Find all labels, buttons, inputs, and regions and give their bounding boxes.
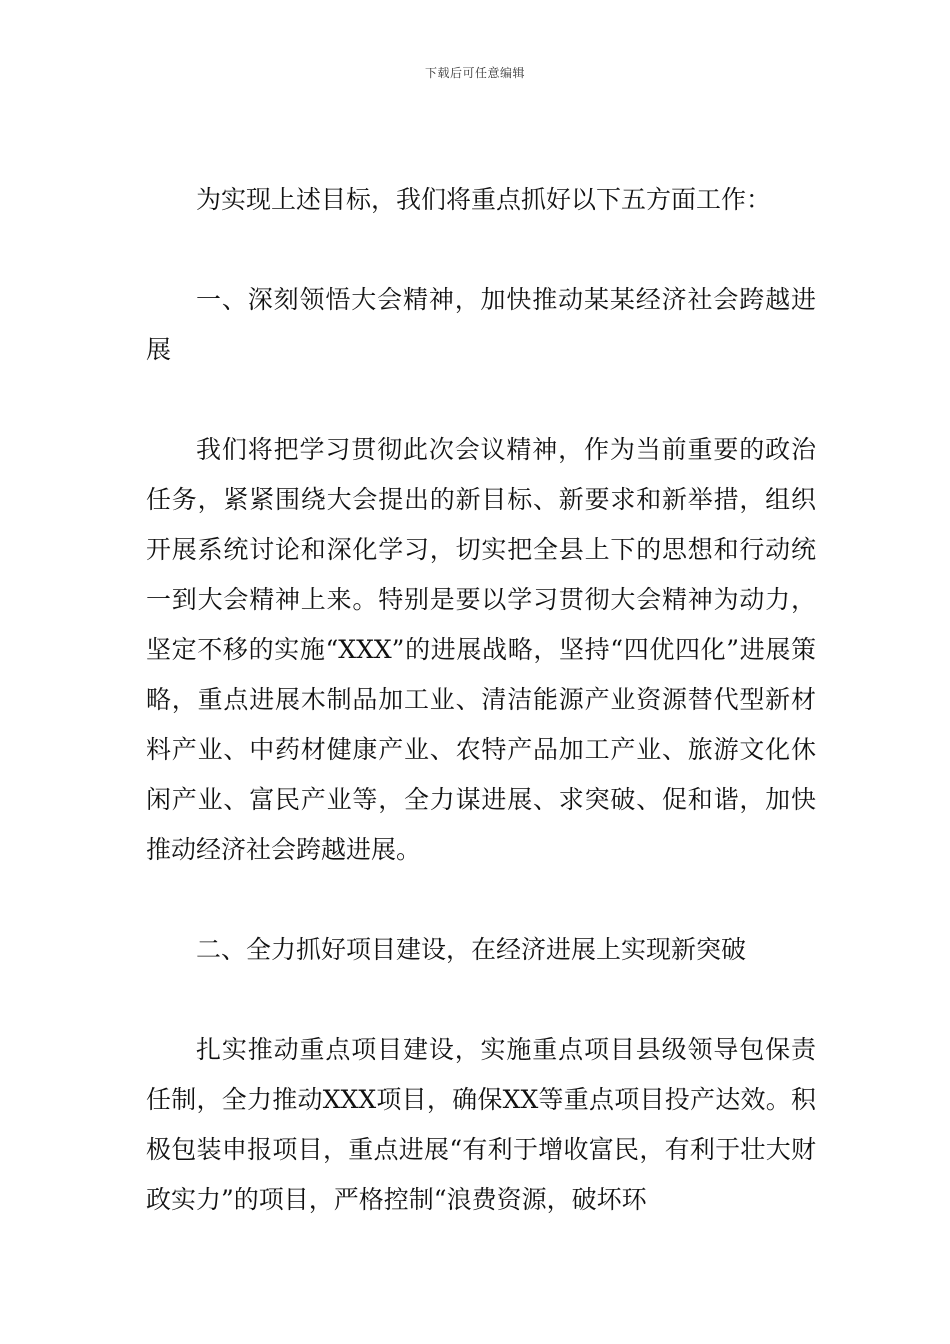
section-body-1: 我们将把学习贯彻此次会议精神，作为当前重要的政治任务，紧紧围绕大会提出的新目标、新要求和新举措，组织开展系统讨论和深化学习，切实把全县上下的思想和行动统一到大会精神上来。特别是要以学习贯彻大会精神为动力，坚定不移的实施“XXX”的进展战略，坚持“四优四化”进展策略，重点进展木制品加工业、清洁能源产业资源替代型新材料产业、中药材健康产业、农特产品加工产业、旅游文化休闲产业、富民产业等，全力谋进展、求突破、促和谐，加快推动经济社会跨越进展。 [146,435,816,864]
intro-paragraph: 为实现上述目标，我们将重点抓好以下五方面工作： [196,185,772,214]
paragraph-gap [146,975,816,1025]
section-body-2: 扎实推动重点项目建设，实施重点项目县级领导包保责任制，全力推动XXX项目，确保XX等重点项目投产达效。积极包装申报项目，重点进展“有利于增收富民，有利于壮大财政实力”的项目，严格控制“浪费资源，破坏环 [146,1035,816,1214]
document-body [146,175,816,1225]
paragraph-gap [146,375,816,425]
section-heading-2: 二、全力抓好项目建设，在经济进展上实现新突破 [196,935,747,964]
paragraph-gap [146,875,816,925]
paragraph-gap [146,225,816,275]
page-header-note: 下载后可任意编辑 [424,66,525,80]
section-heading-1: 一、深刻领悟大会精神，加快推动某某经济社会跨越进展 [146,285,816,364]
